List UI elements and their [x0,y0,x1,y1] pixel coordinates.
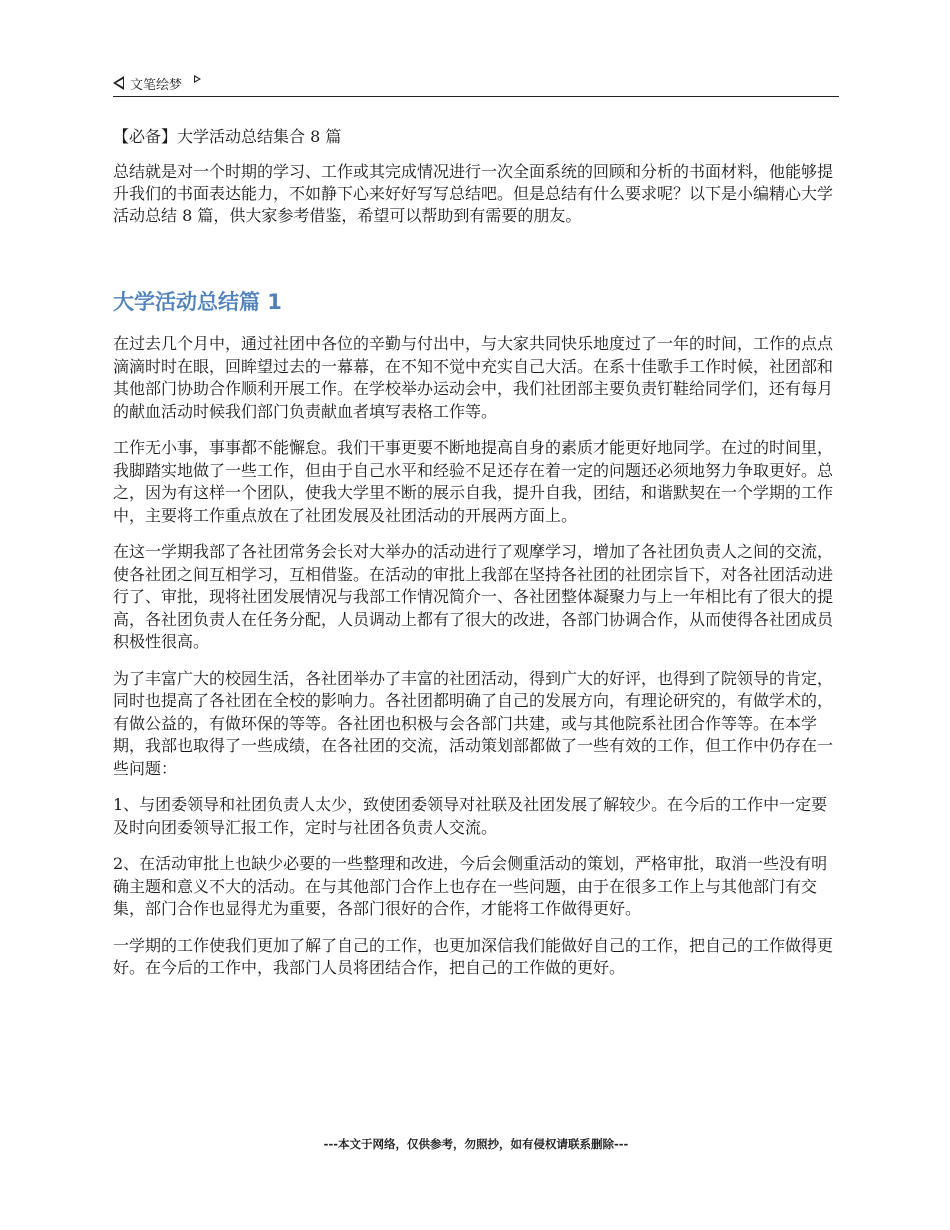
body-paragraph: 一学期的工作使我们更加了解了自己的工作，也更加深信我们能做好自己的工作，把自己的工作做得更好。在今后的工作中，我部门人员将团结合作，把自己的工作做的更好。 [113,935,834,977]
document-page [113,0,839,1230]
header-brand: 文笔绘梦 [130,77,183,93]
page-header [113,70,839,97]
section-body [113,333,839,994]
section-heading: 大学活动总结篇 1 [113,290,282,314]
body-paragraph: 在这一学期我部了各社团常务会长对大举办的活动进行了观摩学习，增加了各社团负责人之间的交流，使各社团之间互相学习，互相借鉴。在活动的审批上我部在坚持各社团的社团宗旨下，对各社团活动进行了、审批，现将社团发展情况与我部工作情况简介一、各社团整体凝聚力与上一年相比有了很大的提高，各社团负责人在任务分配，人员调动上都有了很大的改进，各部门协调合作，从而使得各社团成员积极性很高。 [113,542,834,651]
numbered-paragraph: 2、在活动审批上也缺少必要的一些整理和改进，今后会侧重活动的策划，严格审批，取消一些没有明确主题和意义不大的活动。在与其他部门合作上也存在一些问题，由于在很多工作上与其他部门有交集，部门合作也显得尤为重要，各部门很好的合作，才能将工作做得更好。 [113,854,828,918]
triangle-right-icon [194,75,201,83]
intro-paragraph: 总结就是对一个时期的学习、工作或其完成情况进行一次全面系统的回顾和分析的书面材料，他能够提升我们的书面表达能力，不如静下心来好好写写总结吧。但是总结有什么要求呢？以下是小编精心大学活动总结 8 篇，供大家参考借鉴，希望可以帮助到有需要的朋友。 [113,162,834,225]
body-paragraph: 在过去几个月中，通过社团中各位的辛勤与付出中，与大家共同快乐地度过了一年的时间，工作的点点滴滴时时在眼，回眸望过去的一幕幕，在不知不觉中充实自己大活。在系十佳歌手工作时候，社团部和其他部门协助合作顺利开展工作。在学校举办运动会中，我们社团部主要负责钉鞋给同学们，还有每月的献血活动时候我们部门负责献血者填写表格工作等。 [113,334,834,421]
numbered-paragraph: 1、与团委领导和社团负责人太少，致使团委领导对社联及社团发展了解较少。在今后的工作中一定要及时向团委领导汇报工作，定时与社团各负责人交流。 [113,795,828,837]
body-paragraph: 工作无小事，事事都不能懈怠。我们干事更要不断地提高自身的素质才能更好地同学。在过的时间里，我脚踏实地做了一些工作，但由于自己水平和经验不足还存在着一定的问题还必须地努力争取更好。总之，因为有这样一个团队，使我大学里不断的展示自我，提升自我，团结，和谐默契在一个学期的工作中，主要将工作重点放在了社团发展及社团活动的开展两方面上。 [113,438,834,525]
document-title: 【必备】大学活动总结集合 8 篇 [113,127,342,146]
footer-notice: ---本文于网络，仅供参考，勿照抄，如有侵权请联系删除--- [323,1137,629,1151]
body-paragraph: 为了丰富广大的校园生活，各社团举办了丰富的社团活动，得到广大的好评，也得到了院领导的肯定，同时也提高了各社团在全校的影响力。各社团都明确了自己的发展方向，有理论研究的，有做学术的，有做公益的，有做环保的等等。各社团也积极与会各部门共建，或与其他院系社团合作等等。在本学期，我部也取得了一些成绩，在各社团的交流，活动策划部都做了一些有效的工作，但工作中仍存在一些问题： [113,668,834,778]
triangle-left-icon [113,76,124,90]
